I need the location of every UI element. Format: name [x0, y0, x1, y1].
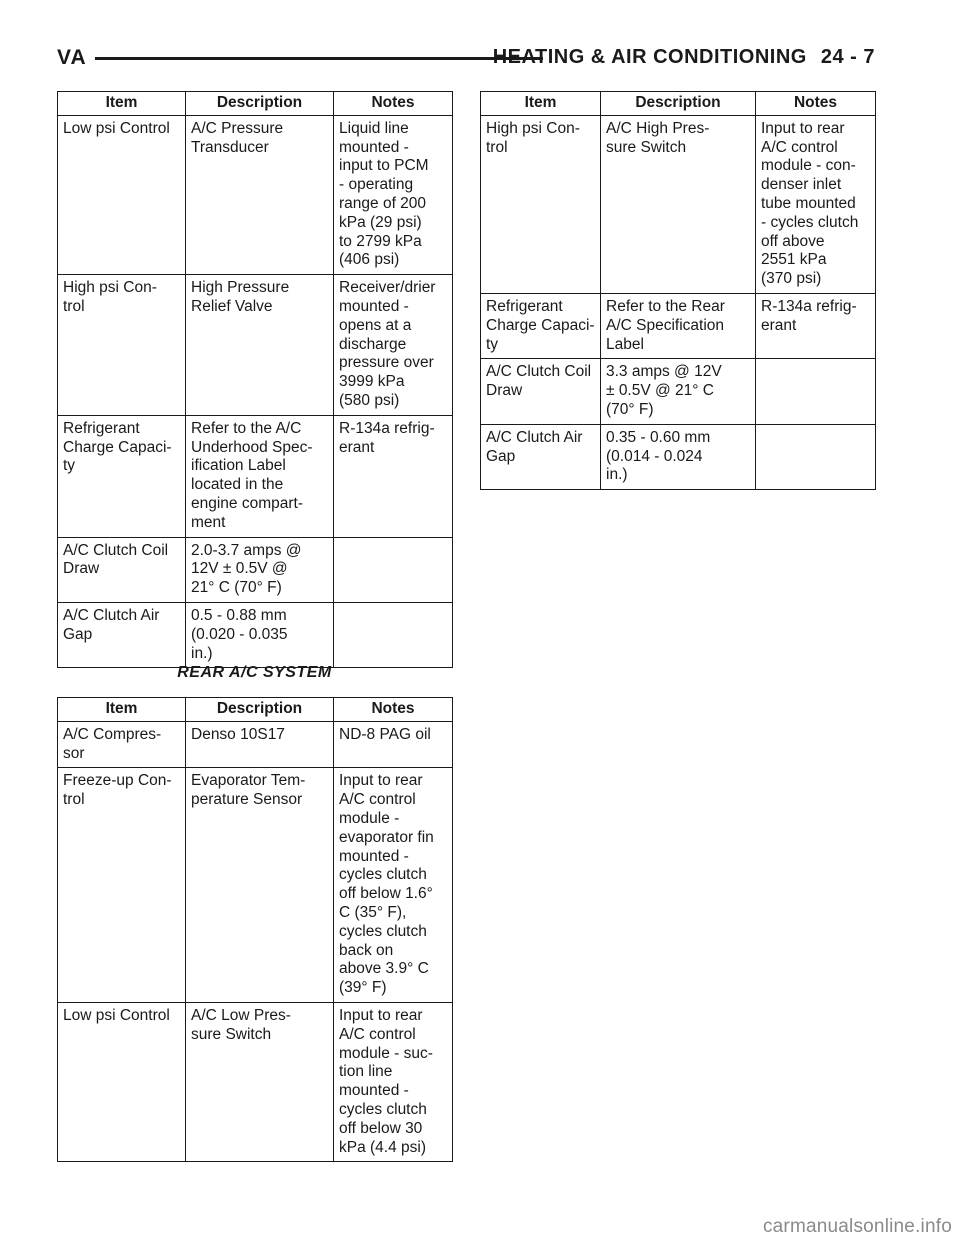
cell-item-text: A/C Clutch Air Gap — [486, 428, 583, 465]
cell-description — [601, 115, 756, 293]
cell-item — [58, 415, 186, 537]
header-model-code: VA — [57, 46, 87, 69]
table-row — [481, 293, 876, 358]
cell-item-text: Low psi Control — [63, 1006, 170, 1024]
cell-item-text: A/C Clutch Air Gap — [63, 606, 160, 643]
front-ac-spec-table — [57, 91, 453, 668]
cell-notes — [756, 359, 876, 424]
cell-notes-text: R-134a refrig- erant — [339, 419, 435, 456]
cell-notes-text: Input to rear A/C control module - evaporator fin mounted - cycles clutch off below 1.6° C (35° F), cycles clutch back on above 3.9° C (39° F) — [339, 772, 434, 997]
cell-item-text: High psi Con- trol — [63, 279, 157, 315]
table-row — [481, 359, 876, 424]
cell-notes — [334, 1002, 453, 1161]
column-header-item: Item — [58, 698, 186, 722]
cell-description — [601, 424, 756, 489]
header-section — [493, 46, 875, 69]
cell-notes-text: Liquid line mounted - input to PCM - operating range of 200 kPa (29 psi) to 2799 kPa (406 psi) — [339, 119, 429, 269]
cell-item — [481, 293, 601, 358]
cell-description-text: Denso 10S17 — [191, 725, 285, 743]
cell-description — [186, 115, 334, 274]
table-row — [58, 1002, 453, 1161]
cell-description-text: 0.5 - 0.88 mm (0.020 - 0.035 in.) — [191, 606, 288, 662]
cell-notes-text: R-134a refrig- erant — [761, 297, 857, 334]
column-header-notes: Notes — [334, 698, 453, 722]
rear-ac-section-title: REAR A/C SYSTEM — [177, 664, 332, 681]
cell-item — [58, 602, 186, 667]
cell-item — [481, 359, 601, 424]
cell-item — [58, 721, 186, 768]
cell-notes — [334, 721, 453, 768]
cell-item-text: Refrigerant Charge Capaci- ty — [486, 297, 595, 353]
table-row — [58, 415, 453, 537]
cell-item — [58, 1002, 186, 1161]
cell-description-text: A/C Low Pres- sure Switch — [191, 1006, 291, 1043]
column-header-item: Item — [481, 92, 601, 116]
cell-notes — [334, 415, 453, 537]
cell-description-text: Refer to the Rear A/C Specification Label — [606, 297, 725, 353]
table-header-row — [481, 92, 876, 116]
column-header-item: Item — [58, 92, 186, 116]
cell-description-text: A/C Pressure Transducer — [191, 119, 284, 156]
cell-description — [186, 768, 334, 1003]
cell-item — [58, 768, 186, 1003]
cell-item-text: Freeze-up Con- trol — [63, 772, 172, 809]
cell-notes-text: ND-8 PAG oil — [339, 725, 431, 743]
table-row — [58, 768, 453, 1003]
cell-notes — [334, 537, 453, 602]
column-header-description: Description — [186, 92, 334, 116]
cell-notes — [756, 115, 876, 293]
cell-description — [186, 275, 334, 416]
table-header-row — [58, 698, 453, 722]
cell-notes — [756, 293, 876, 358]
cell-description — [601, 359, 756, 424]
cell-notes-text: Receiver/drier mounted - opens at a discharge pressure over 3999 kPa (580 psi) — [339, 279, 436, 409]
cell-notes — [334, 602, 453, 667]
table-header-row — [58, 92, 453, 116]
cell-notes — [334, 768, 453, 1003]
cell-description-text: 3.3 amps @ 12V ± 0.5V @ 21° C (70° F) — [606, 363, 722, 418]
cell-description — [186, 1002, 334, 1161]
table-row — [481, 424, 876, 489]
cell-item — [58, 537, 186, 602]
table-row — [58, 275, 453, 416]
cell-description-text: 0.35 - 0.60 mm (0.014 - 0.024 in.) — [606, 428, 711, 484]
cell-description — [186, 602, 334, 667]
cell-description — [186, 721, 334, 768]
cell-item-text: A/C Clutch Coil Draw — [486, 363, 592, 400]
cell-description-text: High Pressure Relief Valve — [191, 279, 290, 315]
cell-item-text: Low psi Control — [63, 119, 170, 137]
cell-description — [186, 415, 334, 537]
rear-ac-spec-table-continued — [480, 91, 876, 490]
table-row — [481, 115, 876, 293]
cell-notes-text: Input to rear A/C control module - suc- tion line mounted - cycles clutch off below 30 kPa (4.4 psi) — [339, 1006, 433, 1156]
header-section-title: HEATING & AIR CONDITIONING — [492, 46, 807, 68]
cell-description-text: 2.0-3.7 amps @ 12V ± 0.5V @ 21° C (70° F) — [191, 541, 302, 597]
cell-item-text: A/C Compres- sor — [63, 725, 162, 762]
column-header-notes: Notes — [334, 92, 453, 116]
cell-description — [601, 293, 756, 358]
cell-item-text: A/C Clutch Coil Draw — [63, 541, 169, 578]
cell-item — [481, 424, 601, 489]
table-row — [58, 602, 453, 667]
cell-description-text: Refer to the A/C Underhood Spec- ification Label located in the engine compart- ment — [191, 419, 313, 531]
column-header-description: Description — [186, 698, 334, 722]
cell-notes — [334, 275, 453, 416]
cell-item — [58, 275, 186, 416]
cell-item — [481, 115, 601, 293]
column-header-notes: Notes — [756, 92, 876, 116]
table-row — [58, 721, 453, 768]
site-watermark: carmanualsonline.info — [762, 1216, 952, 1237]
table-row — [58, 537, 453, 602]
table-row — [58, 115, 453, 274]
cell-item-text: High psi Con- trol — [486, 119, 580, 156]
header-page-number: 24 - 7 — [820, 46, 875, 68]
header-rule — [95, 57, 543, 60]
cell-notes — [334, 115, 453, 274]
cell-item-text: Refrigerant Charge Capaci- ty — [63, 419, 172, 475]
cell-description-text: Evaporator Tem- perature Sensor — [191, 772, 306, 809]
cell-notes — [756, 424, 876, 489]
cell-notes-text: Input to rear A/C control module - con- denser inlet tube mounted - cycles clutch off above 2551 kPa (370 psi) — [761, 119, 859, 288]
column-header-description: Description — [601, 92, 756, 116]
cell-item — [58, 115, 186, 274]
page-header — [57, 46, 875, 74]
cell-description-text: A/C High Pres- sure Switch — [606, 119, 710, 156]
cell-description — [186, 537, 334, 602]
rear-ac-spec-table — [57, 697, 453, 1162]
